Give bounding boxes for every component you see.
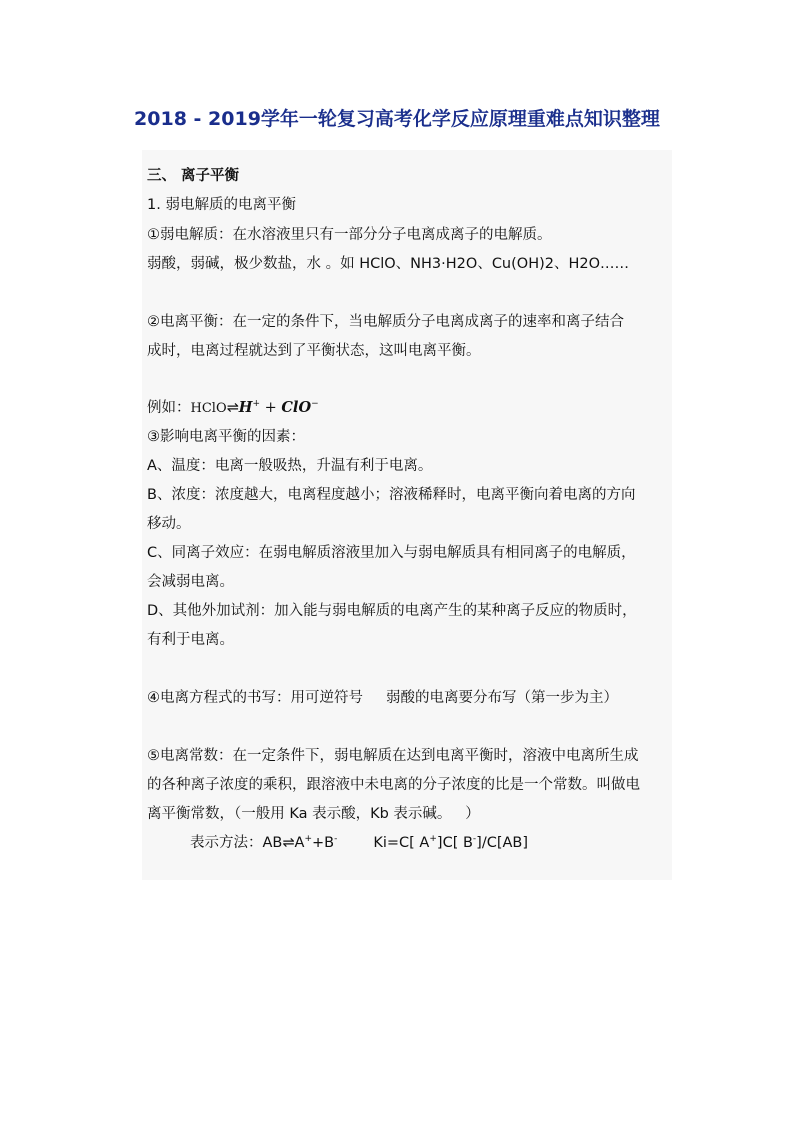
page-title: 2018 - 2019学年一轮复习高考化学反应原理重难点知识整理: [134, 108, 660, 130]
example-reactant: HClO: [190, 401, 227, 416]
formula-ki-mid: ]C[ B: [436, 835, 473, 851]
ionization-equation-writing: ④电离方程式的书写：用可逆符号 弱酸的电离要分布写（第一步为主）: [147, 690, 619, 706]
example-prefix: 例如：: [147, 400, 191, 416]
factor-c-line2: 会减弱电离。: [147, 574, 234, 590]
factor-d-line1: D、其他外加试剂：加入能与弱电解质的电离产生的某种离子反应的物质时，: [147, 603, 637, 619]
example-plus: +: [260, 400, 282, 416]
ionization-constant-line1: ⑤电离常数：在一定条件下，弱电解质在达到电离平衡时，溶液中电离所生成: [147, 748, 639, 764]
formula-a-charge: +: [304, 834, 312, 845]
expression-formula: [190, 833, 528, 853]
factor-d-line2: 有利于电离。: [147, 632, 234, 648]
formula-ki-a-charge: +: [429, 834, 437, 845]
factor-a: A、温度：电离一般吸热，升温有利于电离。: [147, 458, 433, 474]
example-charge-clo: −: [311, 399, 319, 410]
reversible-arrow-icon: ⇌: [282, 835, 295, 851]
paragraph-weak-electrolyte-example: 弱酸，弱碱，极少数盐，水 。如 HClO、NH3·H2O、Cu(OH)2、H2O……: [147, 256, 630, 272]
section-heading: 三、 离子平衡: [147, 168, 240, 184]
formula-b-charge: -: [334, 834, 338, 845]
factor-b-line2: 移动。: [147, 516, 191, 532]
ionization-constant-line3: 离平衡常数，（一般用 Ka 表示酸，Kb 表示碱。 ）: [147, 806, 480, 822]
factors-heading: ③影响电离平衡的因素：: [147, 429, 305, 445]
equation-example: [147, 398, 319, 419]
ionization-constant-line2: 的各种离子浓度的乘积，跟溶液中未电离的分子浓度的比是一个常数。叫做电: [147, 777, 640, 793]
formula-b: +B: [312, 835, 335, 851]
sub-heading: 1. 弱电解质的电离平衡: [147, 197, 296, 213]
reversible-arrow-icon: ⇌: [226, 400, 239, 416]
factor-b-line1: B、浓度：浓度越大，电离程度越小；溶液稀释时，电离平衡向着电离的方向: [147, 487, 636, 503]
formula-ki-b-charge: -: [472, 834, 477, 845]
paragraph-equilibrium-line2: 成时，电离过程就达到了平衡状态，这叫电离平衡。: [147, 343, 481, 359]
example-product-h: H: [238, 399, 253, 416]
paragraph-equilibrium-line1: ②电离平衡：在一定的条件下，当电解质分子电离成离子的速率和离子结合: [147, 314, 624, 330]
formula-ki-start: Ki=C[ A: [373, 835, 430, 851]
example-charge-h: +: [252, 399, 261, 410]
formula-a: A: [294, 835, 305, 851]
factor-c-line1: C、同离子效应：在弱电解质溶液里加入与弱电解质具有相同离子的电解质，: [147, 545, 636, 561]
formula-ki-end: ]/C[AB]: [476, 835, 529, 851]
paragraph-weak-electrolyte: ①弱电解质：在水溶液里只有一部分分子电离成离子的电解质。: [147, 227, 552, 243]
formula-prefix: 表示方法：AB: [190, 835, 283, 851]
example-product-clo: ClO: [281, 399, 312, 416]
